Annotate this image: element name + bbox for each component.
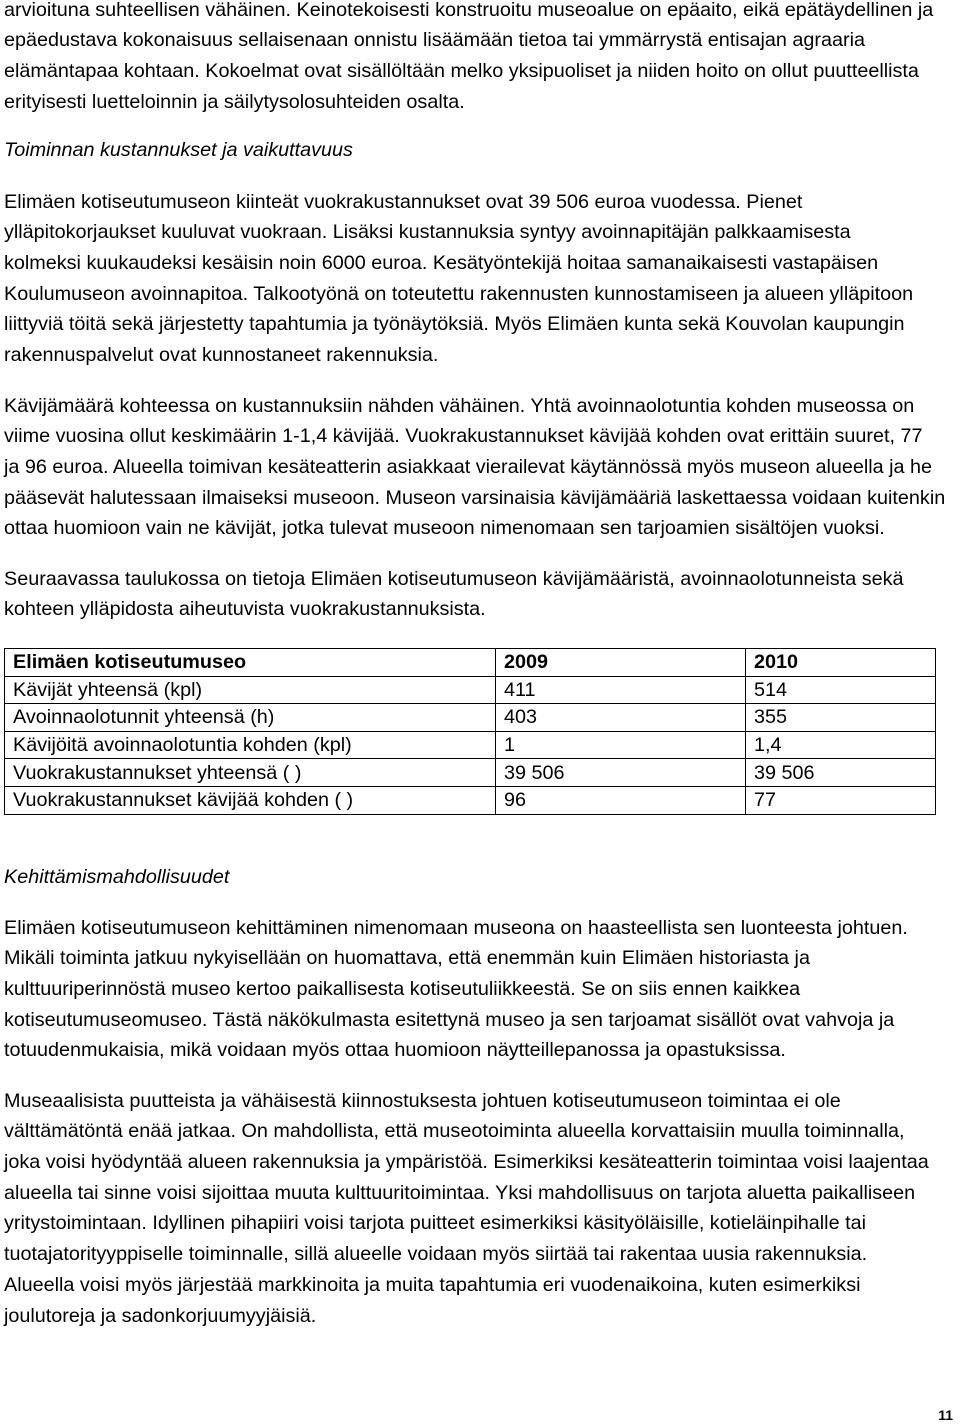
text-line: alueella tai sinne voisi sijoittaa muuta kulttuuritoimintaa. Yksi mahdollisuus on tarjota aluetta paikalliseen xyxy=(4,1181,916,1204)
paragraph xyxy=(4,564,903,625)
table-cell: 403 xyxy=(496,704,746,732)
table-cell: Kävijät yhteensä (kpl) xyxy=(5,676,496,704)
text-line: liittyviä töitä sekä järjestetty tapahtumia ja työnäytöksiä. Myös Elimäen kunta sekä Kouvolan kaupungin xyxy=(4,313,905,336)
text-line: ottaa huomioon vain ne kävijät, jotka tulevat museoon nimenomaan sen tarjoamien sisältöjen vuoksi. xyxy=(4,517,885,540)
page-number: 11 xyxy=(938,1407,953,1423)
table-cell: 39 506 xyxy=(496,759,746,787)
table-cell: Vuokrakustannukset kävijää kohden ( ) xyxy=(5,786,496,814)
table-row xyxy=(5,759,936,787)
text-line: välttämätöntä enää jatkaa. On mahdollista, että museotoiminta alueella korvattaisiin muulla toiminnalla, xyxy=(4,1120,905,1143)
table-header-cell: Elimäen kotiseutumuseo xyxy=(5,649,496,677)
paragraph-intro xyxy=(4,0,933,117)
text-line: kohteen ylläpidosta aiheutuvista vuokrakustannuksista. xyxy=(4,598,486,621)
text-line: Mikäli toiminta jatkuu nykyisellään on huomattava, että enemmän kuin Elimäen historiasta ja xyxy=(4,947,810,970)
table-cell: 39 506 xyxy=(746,759,936,787)
table-row xyxy=(5,786,936,814)
table-cell: Avoinnaolotunnit yhteensä (h) xyxy=(5,704,496,732)
text-line: Museaalisista puutteista ja vähäisestä kiinnostuksesta johtuen kotiseutumuseon toimintaa ei ole xyxy=(4,1089,841,1112)
table-cell: 77 xyxy=(746,786,936,814)
text-line: erityisesti luetteloinnin ja säilytysolosuhteiden osalta. xyxy=(4,90,465,113)
table-cell: 355 xyxy=(746,704,936,732)
text-line: ylläpitokorjaukset kuuluvat vuokraan. Lisäksi kustannuksia syntyy avoinnapitäjän palkkaamisesta xyxy=(4,221,851,244)
text-line: tuotajatorityyppiselle toiminnalle, sillä alueelle voidaan myös siirtää tai rakentaa uusia rakennuksia. xyxy=(4,1243,868,1266)
table-header-cell: 2010 xyxy=(746,649,936,677)
table-row xyxy=(5,704,936,732)
table-cell: Kävijöitä avoinnaolotuntia kohden (kpl) xyxy=(5,731,496,759)
text-line: Elimäen kotiseutumuseon kehittäminen nimenomaan museona on haasteellista sen luonteesta johtuen. xyxy=(4,916,908,939)
table-row xyxy=(5,731,936,759)
text-line: ja 96 euroa. Alueella toimivan kesäteatterin asiakkaat vierailevat käytännössä myös museon alueella ja he xyxy=(4,456,933,479)
paragraph xyxy=(4,1086,929,1332)
text-line: joka voisi hyödyntää alueen rakennuksia ja ympäristöä. Esimerkiksi kesäteatterin toimintaa voisi laajentaa xyxy=(4,1151,929,1174)
text-line: arvioituna suhteellisen vähäinen. Keinotekoisesti konstruoitu museoalue on epäaito, eikä epätäydellinen ja xyxy=(4,0,934,21)
text-line: Kävijämäärä kohteessa on kustannuksiin nähden vähäinen. Yhtä avoinnaolotuntia kohden museossa on xyxy=(4,394,915,417)
text-line: epäedustava kokonaisuus sellaisenaan onnistu lisäämään tietoa tai ymmärrystä entisajan agraaria xyxy=(4,29,865,52)
text-line: pääsevät halutessaan ilmaiseksi museoon. Museon varsinaisia kävijämääriä laskettaessa voidaan kuitenkin xyxy=(4,486,946,509)
table-cell: 411 xyxy=(496,676,746,704)
table-cell: 1 xyxy=(496,731,746,759)
text-line: kotiseutumuseomuseo. Tästä näkökulmasta esitettynä museo ja sen tarjoamat sisällöt ovat vahvoja ja xyxy=(4,1008,895,1031)
table-header-row xyxy=(5,649,936,677)
table-cell: 514 xyxy=(746,676,936,704)
text-line: joulutoreja ja sadonkorjuumyyjäisiä. xyxy=(4,1304,317,1327)
text-line: kulttuuriperinnöstä museo kertoo paikallisesta kotiseutuliikkeestä. Se on siis ennen kaikkea xyxy=(4,978,801,1001)
paragraph xyxy=(4,187,913,371)
paragraph xyxy=(4,913,908,1066)
paragraph xyxy=(4,391,945,544)
section-heading: Toiminnan kustannukset ja vaikuttavuus xyxy=(4,138,353,161)
text-line: elämäntapaa kohtaan. Kokoelmat ovat sisällöltään melko yksipuoliset ja niiden hoito on ollut puutteellista xyxy=(4,60,919,83)
table-row xyxy=(5,676,936,704)
text-line: yritystoimintaan. Idyllinen pihapiiri voisi tarjota puitteet esimerkiksi käsityöläisille, kotieläinpihalle tai xyxy=(4,1212,866,1235)
text-line: Alueella voisi myös järjestää markkinoita ja muita tapahtumia eri vuodenaikoina, kuten esimerkiksi xyxy=(4,1273,861,1296)
museum-stats-table xyxy=(4,648,936,815)
text-line: kolmeksi kuukaudeksi kesäisin noin 6000 euroa. Kesätyöntekijä hoitaa samanaikaisesti vastapäisen xyxy=(4,252,879,275)
table-header-cell: 2009 xyxy=(496,649,746,677)
table-cell: Vuokrakustannukset yhteensä ( ) xyxy=(5,759,496,787)
text-line: totuudenmukaisia, mikä voidaan myös ottaa huomioon näytteillepanossa ja opastuksissa. xyxy=(4,1039,786,1062)
section-heading: Kehittämismahdollisuudet xyxy=(4,865,230,888)
text-line: Seuraavassa taulukossa on tietoja Elimäen kotiseutumuseon kävijämääristä, avoinnaolotunneista sekä xyxy=(4,567,904,590)
text-line: viime vuosina ollut keskimäärin 1-1,4 kävijää. Vuokrakustannukset kävijää kohden ovat erittäin suuret, 77 xyxy=(4,425,923,448)
text-line: Koulumuseon avoinnapitoa. Talkootyönä on toteutettu rakennusten kunnostamiseen ja alueen ylläpitoon xyxy=(4,282,914,305)
table-cell: 1,4 xyxy=(746,731,936,759)
text-line: Elimäen kotiseutumuseon kiinteät vuokrakustannukset ovat 39 506 euroa vuodessa. Pienet xyxy=(4,190,803,213)
text-line: rakennuspalvelut ovat kunnostaneet rakennuksia. xyxy=(4,344,439,367)
table-cell: 96 xyxy=(496,786,746,814)
